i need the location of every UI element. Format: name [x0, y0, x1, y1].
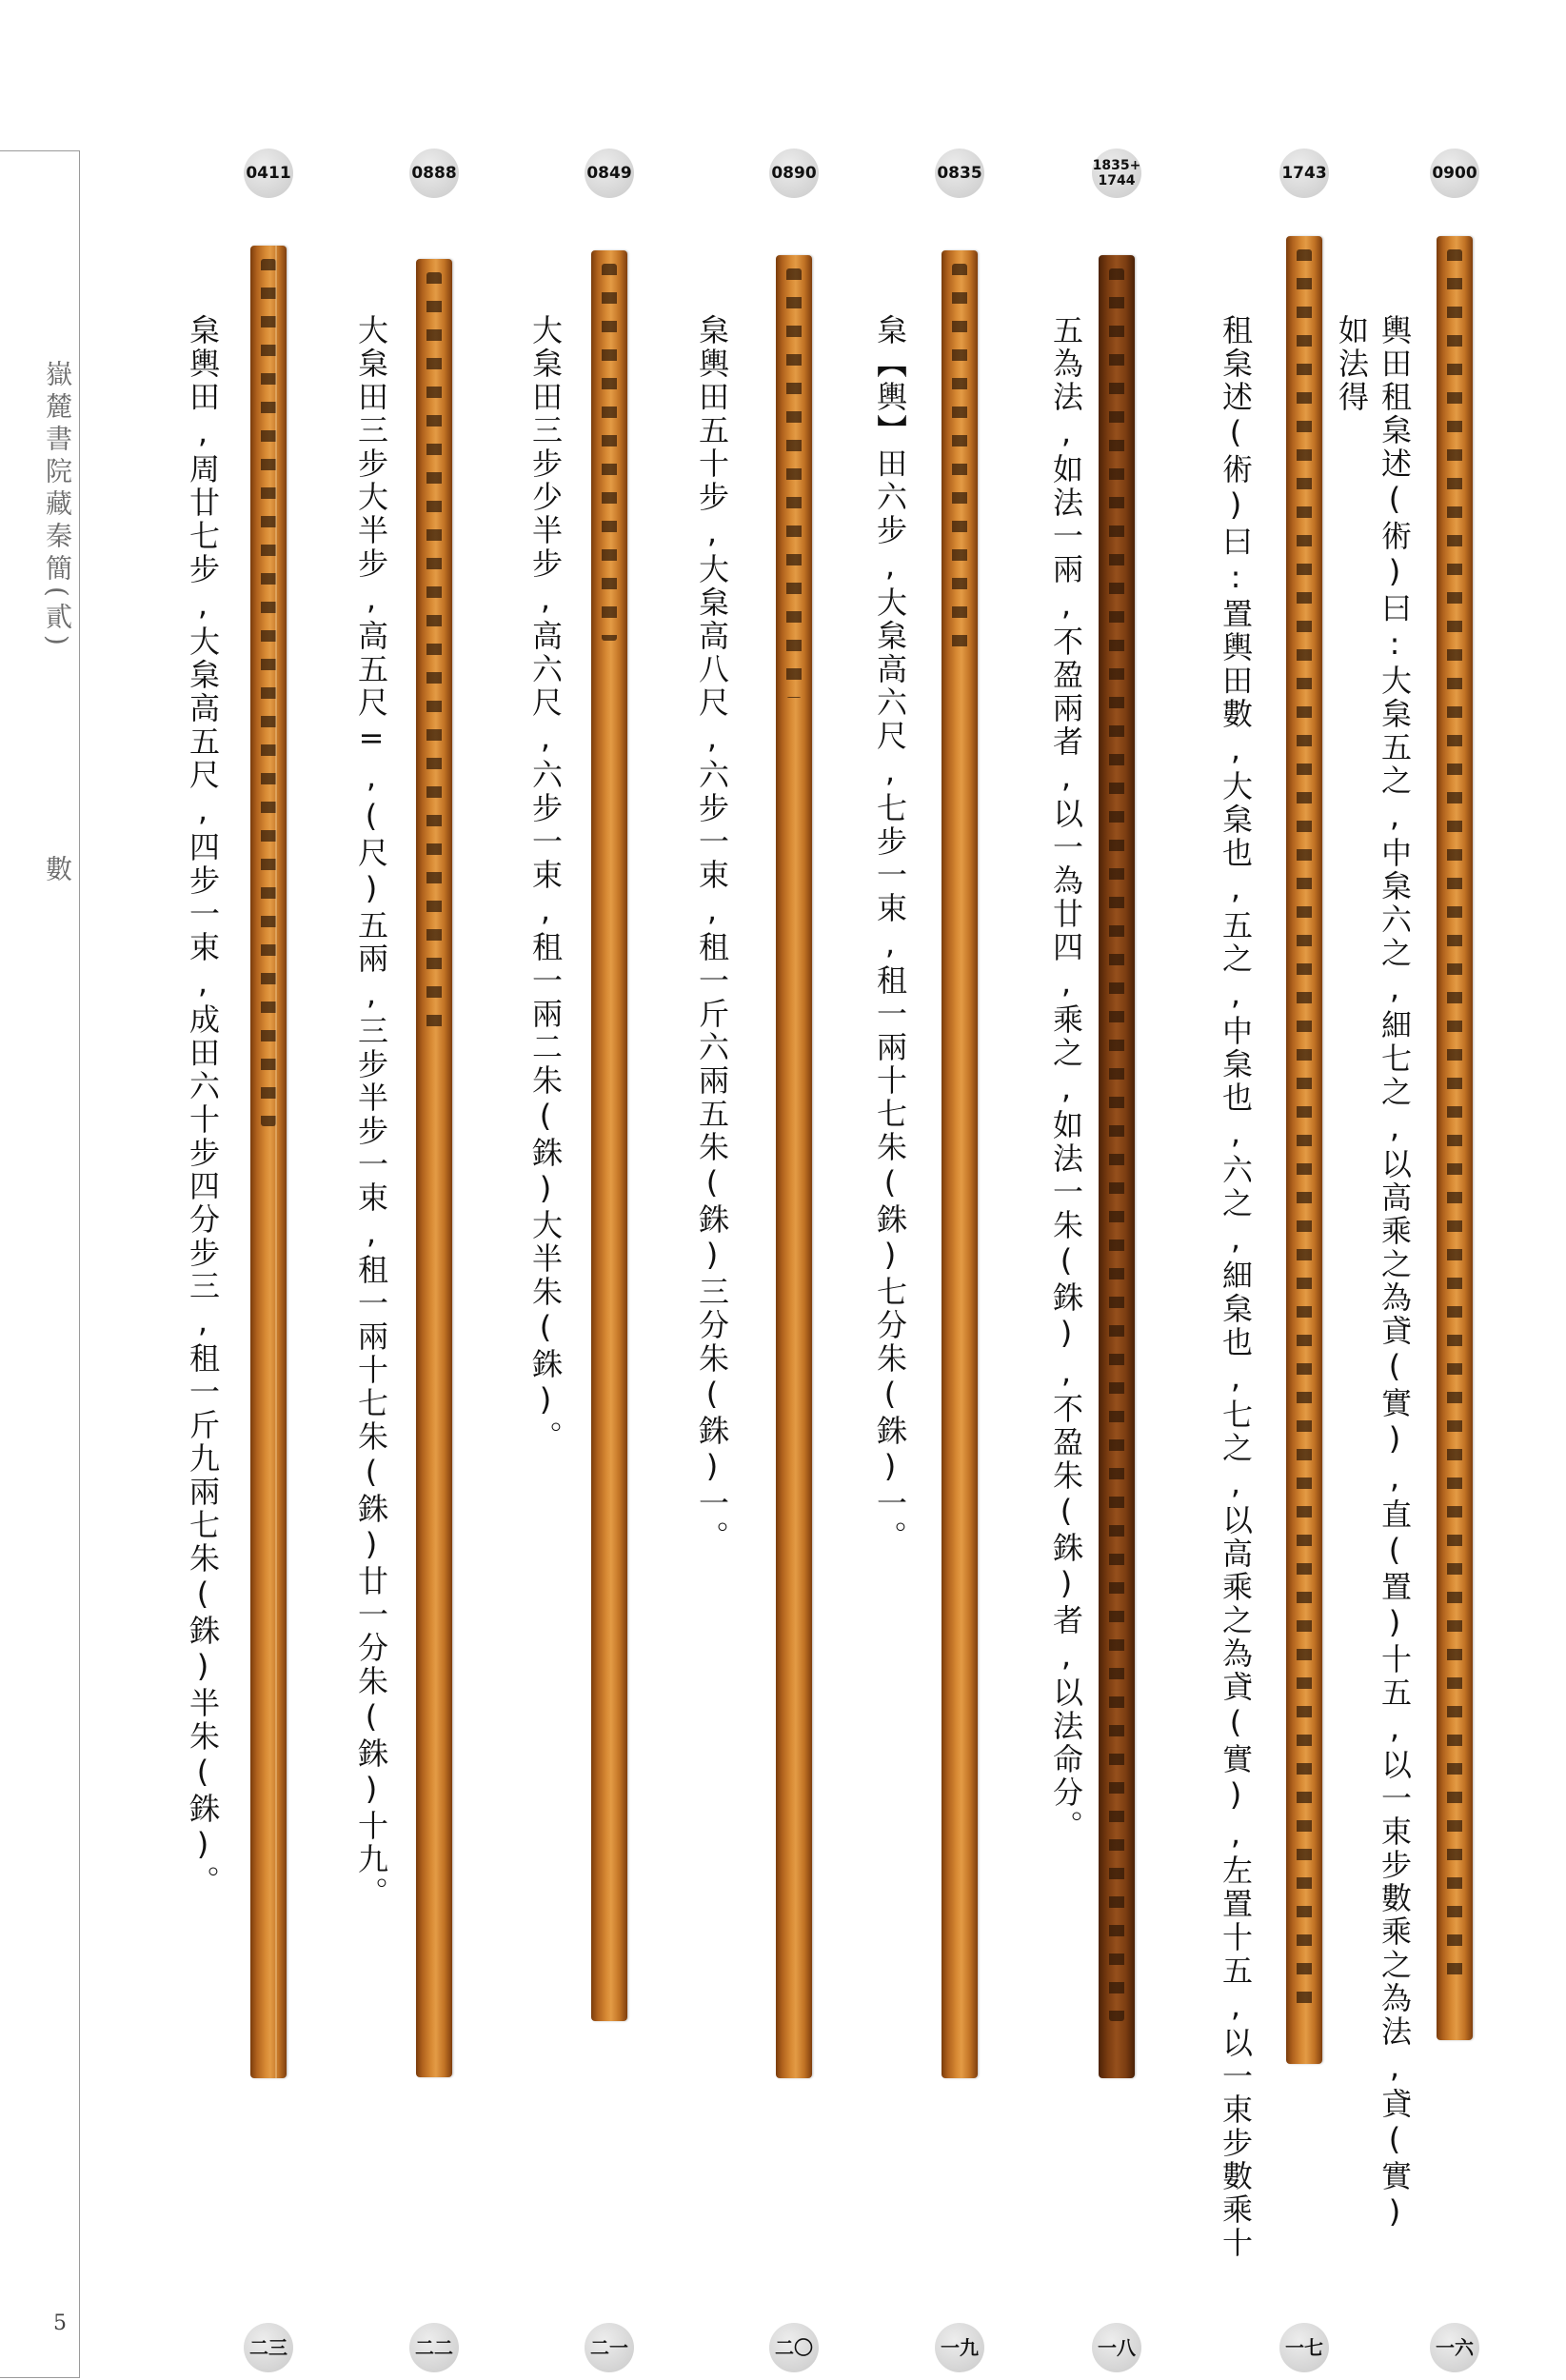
slip-id-badge: 1743 — [1279, 149, 1329, 198]
slip-id-part1: 1835+ — [1092, 158, 1141, 173]
slip-group-0849 — [571, 0, 647, 2380]
page-number: 5 — [53, 2311, 67, 2335]
slip-group-1835-1744 — [1079, 0, 1155, 2380]
slip-sequence-badge: 二一 — [585, 2323, 634, 2372]
slip-id-badge: 0849 — [585, 149, 634, 198]
bamboo-slip-image — [776, 255, 812, 2078]
slip-sequence-badge: 一六 — [1430, 2323, 1479, 2372]
bamboo-slip-image — [1286, 236, 1322, 2064]
section-label: 數 — [42, 855, 73, 887]
slip-ink-marks — [261, 259, 276, 1126]
series-title: 嶽麓書院藏秦簡(貳) — [42, 360, 73, 651]
transcription-0890: 枲輿田五十步,大枲高八尺,六步一束,租一斤六兩五朱(銖)三分朱(銖)一。 — [694, 314, 730, 1554]
slip-id-badge — [1092, 149, 1141, 198]
slip-group-1743 — [1266, 0, 1342, 2380]
bamboo-slip-image — [416, 259, 452, 2077]
slip-crack — [275, 246, 277, 2078]
bamboo-slip-image — [591, 250, 627, 2021]
transcription-0900-line2: 如法得 — [1334, 314, 1370, 414]
slip-sequence-badge: 二二 — [409, 2323, 459, 2372]
transcription-0411: 枲輿田,周廿七步,大枲高五尺,四步一束,成田六十步四分步三,租一斤九兩七朱(銖)半朱(銖)。 — [185, 314, 221, 1898]
slip-id-badge: 0835 — [935, 149, 984, 198]
slip-id-badge: 0888 — [409, 149, 459, 198]
bamboo-slip-image — [250, 246, 287, 2078]
bamboo-slip-image — [1437, 236, 1473, 2040]
slip-group-0890 — [756, 0, 832, 2380]
slip-ink-marks — [952, 264, 967, 650]
slip-ink-marks — [1297, 249, 1312, 2007]
slip-id-part2: 1744 — [1098, 173, 1136, 188]
slip-ink-marks — [426, 272, 442, 1030]
slip-sequence-badge: 二〇 — [769, 2323, 819, 2372]
slip-ink-marks — [1109, 268, 1124, 2021]
slip-ink-marks — [1447, 249, 1462, 1983]
slip-group-0411 — [230, 0, 307, 2380]
transcription-1743: 租枲述(術)曰:置輿田數,大枲也,五之,中枲也,六之,細枲也,七之,以高乘之為貣(實),左置十五,以一束步數乘十 — [1218, 314, 1254, 2260]
transcription-0835: 枲【輿】田六步,大枲高六尺,七步一束,租一兩十七朱(銖)七分朱(銖)一。 — [872, 314, 908, 1554]
slip-ink-marks — [602, 264, 617, 641]
slip-ink-marks — [786, 268, 802, 698]
slip-sequence-badge: 一七 — [1279, 2323, 1329, 2372]
bamboo-slip-image — [942, 250, 978, 2078]
slip-sequence-badge: 二三 — [244, 2323, 293, 2372]
slip-sequence-badge: 一八 — [1092, 2323, 1141, 2372]
transcription-1835-1744: 五為法,如法一兩,不盈兩者,以一為廿四,乘之,如法一朱(銖),不盈朱(銖)者,以法命分。 — [1048, 314, 1084, 1843]
slip-group-0888 — [396, 0, 472, 2380]
slip-group-0835 — [922, 0, 998, 2380]
transcription-0900-line1: 輿田租枲述(術)曰:大枲五之,中枲六之,細七之,以高乘之為貣(實),直(置)十五,以一束步數乘之為法,貣(實) — [1377, 314, 1413, 2232]
transcription-0888: 大枲田三步大半步,高五尺=,(尺)五兩,三步半步一束,租一兩十七朱(銖)廿一分朱(銖)十九。 — [353, 314, 389, 1910]
slip-sequence-badge: 一九 — [935, 2323, 984, 2372]
bamboo-slip-image — [1099, 255, 1135, 2078]
slip-group-0900 — [1417, 0, 1493, 2380]
slip-id-badge: 0900 — [1430, 149, 1479, 198]
transcription-0849: 大枲田三步少半步,高六尺,六步一束,租一兩二朱(銖)大半朱(銖)。 — [527, 314, 564, 1454]
slip-id-badge: 0411 — [244, 149, 293, 198]
slip-id-badge: 0890 — [769, 149, 819, 198]
